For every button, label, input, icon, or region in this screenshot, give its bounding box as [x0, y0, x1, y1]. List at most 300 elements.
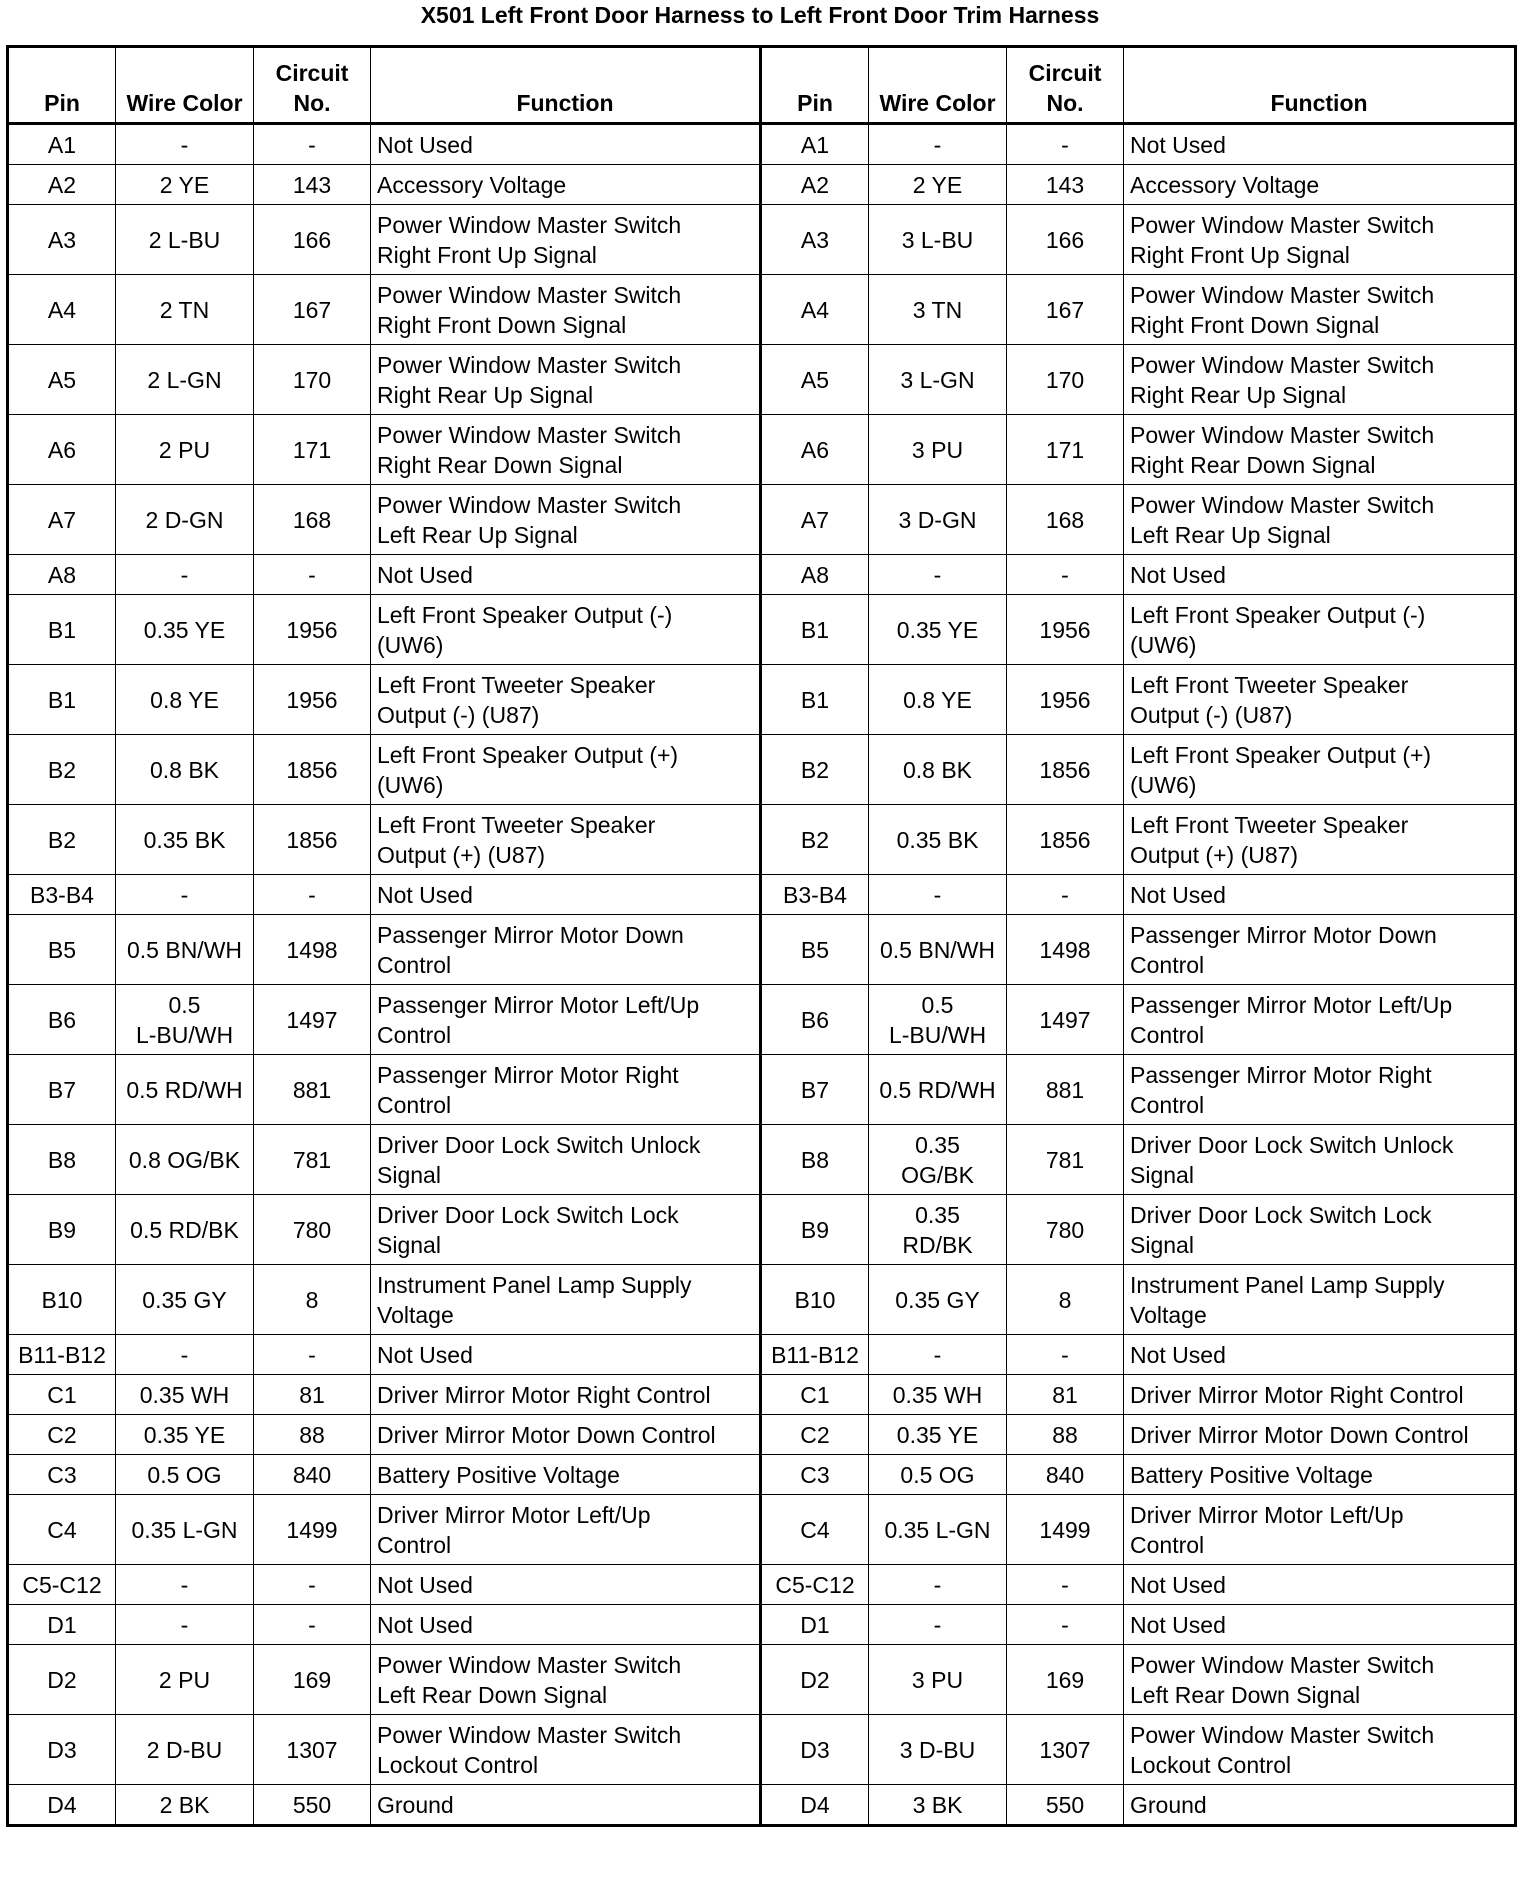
wire-color-cell — [116, 595, 254, 665]
pin-cell: B1 — [761, 665, 869, 735]
function-line: Passenger Mirror Motor Right — [1130, 1061, 1432, 1088]
pin-cell: B3-B4 — [761, 875, 869, 915]
function-line: Power Window Master Switch — [377, 211, 682, 238]
function-line: Power Window Master Switch — [377, 351, 682, 378]
table-row — [8, 665, 1516, 735]
circuit-no-cell: 550 — [254, 1785, 371, 1826]
pin-cell: A4 — [761, 275, 869, 345]
pin-cell: B8 — [761, 1125, 869, 1195]
wire-color-line: OG/BK — [901, 1161, 974, 1188]
function-line: Driver Mirror Motor Right Control — [377, 1381, 711, 1408]
pin-cell: B3-B4 — [8, 875, 116, 915]
wire-color-line: 0.5 RD/WH — [879, 1076, 996, 1103]
function-line: Right Front Up Signal — [1130, 241, 1350, 268]
function-line: Driver Door Lock Switch Unlock — [1130, 1131, 1454, 1158]
function-line: Right Rear Up Signal — [377, 381, 594, 408]
table-row — [8, 1335, 1516, 1375]
wire-color-line: RD/BK — [902, 1231, 973, 1258]
function-cell — [371, 1785, 761, 1826]
header-function: Function — [1124, 47, 1516, 124]
pin-cell: B6 — [8, 985, 116, 1055]
wire-color-cell — [869, 1565, 1007, 1605]
function-cell — [1124, 805, 1516, 875]
function-cell — [1124, 345, 1516, 415]
circuit-no-cell: 1856 — [254, 805, 371, 875]
function-cell — [1124, 1415, 1516, 1455]
table-row — [8, 205, 1516, 275]
pin-cell: B2 — [8, 805, 116, 875]
function-line: Power Window Master Switch — [377, 1721, 682, 1748]
pin-cell: A1 — [8, 124, 116, 165]
wire-color-cell — [869, 205, 1007, 275]
pin-cell: B2 — [8, 735, 116, 805]
function-line: Not Used — [377, 561, 473, 588]
wire-color-line: 3 PU — [911, 436, 964, 463]
wire-color-cell — [116, 1375, 254, 1415]
function-line: Driver Door Lock Switch Unlock — [377, 1131, 701, 1158]
table-row — [8, 555, 1516, 595]
wire-color-line: L-BU/WH — [135, 1021, 234, 1048]
function-cell — [1124, 1715, 1516, 1785]
header-circuit-line2: No. — [293, 90, 331, 116]
circuit-no-cell: 840 — [1007, 1455, 1124, 1495]
circuit-no-cell: 170 — [1007, 345, 1124, 415]
circuit-no-cell: - — [1007, 1605, 1124, 1645]
pin-cell: B10 — [761, 1265, 869, 1335]
wire-color-line: 2 L-BU — [148, 226, 221, 253]
function-cell — [371, 985, 761, 1055]
circuit-no-cell: 1956 — [1007, 595, 1124, 665]
wire-color-cell — [116, 665, 254, 735]
wire-color-cell — [116, 1785, 254, 1826]
wire-color-cell — [869, 1645, 1007, 1715]
table-row — [8, 415, 1516, 485]
pin-cell: C3 — [761, 1455, 869, 1495]
function-line: Power Window Master Switch — [377, 421, 682, 448]
circuit-no-cell: 81 — [254, 1375, 371, 1415]
function-line: Right Front Down Signal — [377, 311, 627, 338]
circuit-no-cell: 167 — [254, 275, 371, 345]
wire-color-line: 3 D-BU — [899, 1736, 976, 1763]
circuit-no-cell: - — [254, 1565, 371, 1605]
function-line: Not Used — [377, 1611, 473, 1638]
function-cell — [371, 1335, 761, 1375]
function-cell — [1124, 1785, 1516, 1826]
function-line: Not Used — [1130, 1341, 1226, 1368]
pin-cell: B6 — [761, 985, 869, 1055]
wire-color-line: 0.8 YE — [903, 686, 972, 713]
pin-cell: C2 — [761, 1415, 869, 1455]
function-cell — [371, 595, 761, 665]
header-pin: Pin — [8, 47, 116, 124]
pin-cell: A8 — [761, 555, 869, 595]
function-cell — [1124, 1375, 1516, 1415]
header-function: Function — [371, 47, 761, 124]
function-cell — [371, 1265, 761, 1335]
circuit-no-cell: - — [254, 555, 371, 595]
function-line: Power Window Master Switch — [1130, 421, 1435, 448]
table-body — [8, 124, 1516, 1826]
function-line: Control — [1130, 1531, 1205, 1558]
wire-color-line: 0.5 OG — [900, 1461, 975, 1488]
function-line: Driver Door Lock Switch Lock — [1130, 1201, 1432, 1228]
wire-color-cell — [869, 1605, 1007, 1645]
pin-cell: B1 — [8, 595, 116, 665]
function-cell — [1124, 1495, 1516, 1565]
function-cell — [371, 805, 761, 875]
wire-color-line: 2 PU — [158, 436, 211, 463]
table-row — [8, 1125, 1516, 1195]
function-line: Right Front Down Signal — [1130, 311, 1380, 338]
header-wire-color: Wire Color — [116, 47, 254, 124]
function-cell — [1124, 485, 1516, 555]
function-cell — [371, 665, 761, 735]
circuit-no-cell: 780 — [1007, 1195, 1124, 1265]
function-cell — [371, 915, 761, 985]
wire-color-cell — [116, 1195, 254, 1265]
pin-cell: C2 — [8, 1415, 116, 1455]
function-cell — [1124, 1605, 1516, 1645]
wire-color-cell — [869, 1055, 1007, 1125]
function-cell — [1124, 205, 1516, 275]
wire-color-line: 0.35 YE — [143, 1421, 226, 1448]
wire-color-cell — [869, 1195, 1007, 1265]
wire-color-line: 3 D-GN — [898, 506, 977, 533]
table-row — [8, 345, 1516, 415]
wire-color-cell — [869, 1715, 1007, 1785]
function-cell — [1124, 735, 1516, 805]
function-line: Left Rear Up Signal — [377, 521, 578, 548]
function-line: Instrument Panel Lamp Supply — [377, 1271, 692, 1298]
function-line: Not Used — [1130, 1571, 1226, 1598]
wire-color-line: - — [180, 1611, 189, 1638]
pin-cell: C5-C12 — [761, 1565, 869, 1605]
header-circuit-no — [1007, 47, 1124, 124]
circuit-no-cell: - — [1007, 1565, 1124, 1605]
function-line: Not Used — [1130, 1611, 1226, 1638]
function-cell — [1124, 124, 1516, 165]
pin-cell: B9 — [761, 1195, 869, 1265]
pin-cell: B1 — [761, 595, 869, 665]
pin-cell: B11-B12 — [761, 1335, 869, 1375]
pin-cell: C5-C12 — [8, 1565, 116, 1605]
wire-color-line: 0.35 YE — [896, 616, 979, 643]
wire-color-cell — [116, 124, 254, 165]
pin-cell: B2 — [761, 735, 869, 805]
circuit-no-cell: 88 — [254, 1415, 371, 1455]
function-line: Signal — [1130, 1161, 1194, 1188]
pin-cell: C4 — [8, 1495, 116, 1565]
table-row — [8, 1195, 1516, 1265]
pin-cell: A4 — [8, 275, 116, 345]
function-cell — [371, 1455, 761, 1495]
circuit-no-cell: 166 — [254, 205, 371, 275]
function-line: Left Rear Down Signal — [1130, 1681, 1361, 1708]
circuit-no-cell: 1498 — [1007, 915, 1124, 985]
function-cell — [1124, 1645, 1516, 1715]
wire-color-cell — [869, 805, 1007, 875]
function-line: (UW6) — [377, 771, 444, 798]
wire-color-line: - — [933, 1341, 942, 1368]
wire-color-cell — [116, 205, 254, 275]
function-line: Output (-) (U87) — [377, 701, 540, 728]
wire-color-line: 2 BK — [159, 1791, 210, 1818]
function-line: Driver Mirror Motor Right Control — [1130, 1381, 1464, 1408]
wire-color-cell — [116, 485, 254, 555]
function-line: Power Window Master Switch — [1130, 351, 1435, 378]
circuit-no-cell: 1499 — [1007, 1495, 1124, 1565]
circuit-no-cell: 169 — [1007, 1645, 1124, 1715]
circuit-no-cell: 1956 — [254, 665, 371, 735]
function-line: Not Used — [377, 881, 473, 908]
wire-color-cell — [869, 1415, 1007, 1455]
function-line: Accessory Voltage — [377, 171, 567, 198]
circuit-no-cell: 168 — [254, 485, 371, 555]
wire-color-line: - — [180, 881, 189, 908]
function-cell — [371, 875, 761, 915]
function-line: Left Rear Up Signal — [1130, 521, 1331, 548]
circuit-no-cell: - — [1007, 875, 1124, 915]
function-cell — [1124, 1335, 1516, 1375]
function-cell — [371, 735, 761, 805]
function-line: Driver Mirror Motor Left/Up — [377, 1501, 651, 1528]
function-cell — [371, 1605, 761, 1645]
header-circuit-no — [254, 47, 371, 124]
function-line: Signal — [377, 1231, 441, 1258]
wire-color-cell — [116, 1495, 254, 1565]
wire-color-line: - — [180, 1341, 189, 1368]
function-line: Power Window Master Switch — [377, 491, 682, 518]
circuit-no-cell: - — [254, 124, 371, 165]
function-cell — [371, 1125, 761, 1195]
circuit-no-cell: 143 — [254, 165, 371, 205]
wire-color-line: 3 TN — [912, 296, 963, 323]
circuit-no-cell: 167 — [1007, 275, 1124, 345]
pin-cell: A7 — [8, 485, 116, 555]
pin-cell: B9 — [8, 1195, 116, 1265]
pin-cell: D1 — [761, 1605, 869, 1645]
wire-color-cell — [869, 1335, 1007, 1375]
wire-color-line: 2 TN — [159, 296, 210, 323]
circuit-no-cell: 1499 — [254, 1495, 371, 1565]
function-cell — [371, 555, 761, 595]
wire-color-line: 0.35 L-GN — [131, 1516, 238, 1543]
function-line: Output (+) (U87) — [377, 841, 546, 868]
function-line: Driver Mirror Motor Down Control — [1130, 1421, 1469, 1448]
circuit-no-cell: 881 — [1007, 1055, 1124, 1125]
wire-color-line: 0.5 — [168, 991, 201, 1018]
function-line: Voltage — [1130, 1301, 1207, 1328]
wire-color-line: 0.35 WH — [892, 1381, 983, 1408]
circuit-no-cell: 781 — [1007, 1125, 1124, 1195]
wire-color-cell — [116, 1265, 254, 1335]
table-row — [8, 1645, 1516, 1715]
function-line: Passenger Mirror Motor Left/Up — [1130, 991, 1453, 1018]
function-line: Instrument Panel Lamp Supply — [1130, 1271, 1445, 1298]
circuit-no-cell: - — [1007, 124, 1124, 165]
function-cell — [1124, 165, 1516, 205]
table-row — [8, 1565, 1516, 1605]
function-line: Signal — [1130, 1231, 1194, 1258]
function-line: Right Rear Down Signal — [377, 451, 623, 478]
table-header — [8, 47, 1516, 124]
circuit-no-cell: 1307 — [254, 1715, 371, 1785]
pin-cell: A2 — [8, 165, 116, 205]
circuit-no-cell: - — [254, 1605, 371, 1645]
pin-cell: D3 — [8, 1715, 116, 1785]
header-wire-color: Wire Color — [869, 47, 1007, 124]
wire-color-cell — [869, 1125, 1007, 1195]
wire-color-line: - — [933, 1611, 942, 1638]
circuit-no-cell: 1856 — [1007, 735, 1124, 805]
wire-color-cell — [869, 1265, 1007, 1335]
circuit-no-cell: 169 — [254, 1645, 371, 1715]
function-cell — [1124, 915, 1516, 985]
pin-cell: C1 — [8, 1375, 116, 1415]
wire-color-line: 0.5 BN/WH — [126, 936, 243, 963]
circuit-no-cell: 1956 — [1007, 665, 1124, 735]
function-cell — [1124, 875, 1516, 915]
wire-color-line: - — [933, 1571, 942, 1598]
function-cell — [1124, 1055, 1516, 1125]
pin-cell: A2 — [761, 165, 869, 205]
wire-color-line: 3 L-GN — [900, 366, 975, 393]
table-row — [8, 805, 1516, 875]
pin-cell: B8 — [8, 1125, 116, 1195]
wire-color-line: 2 D-BU — [146, 1736, 223, 1763]
function-cell — [371, 1195, 761, 1265]
circuit-no-cell: 1497 — [1007, 985, 1124, 1055]
function-line: Not Used — [1130, 561, 1226, 588]
table-row — [8, 735, 1516, 805]
function-line: Not Used — [1130, 881, 1226, 908]
wire-color-line: 0.35 YE — [896, 1421, 979, 1448]
wire-color-cell — [869, 1455, 1007, 1495]
circuit-no-cell: - — [1007, 1335, 1124, 1375]
table-row — [8, 1605, 1516, 1645]
wire-color-line: - — [180, 131, 189, 158]
circuit-no-cell: 8 — [1007, 1265, 1124, 1335]
circuit-no-cell: 881 — [254, 1055, 371, 1125]
function-line: Control — [377, 1021, 452, 1048]
function-line: Control — [377, 951, 452, 978]
function-line: Power Window Master Switch — [377, 1651, 682, 1678]
pin-cell: D4 — [761, 1785, 869, 1826]
header-circuit-line2: No. — [1046, 90, 1084, 116]
function-cell — [1124, 275, 1516, 345]
function-line: Not Used — [377, 1571, 473, 1598]
function-cell — [371, 1415, 761, 1455]
circuit-no-cell: 88 — [1007, 1415, 1124, 1455]
wire-color-cell — [869, 665, 1007, 735]
table-row — [8, 1055, 1516, 1125]
wire-color-cell — [116, 735, 254, 805]
function-cell — [371, 1565, 761, 1605]
header-pin: Pin — [761, 47, 869, 124]
function-cell — [371, 1495, 761, 1565]
function-cell — [1124, 1125, 1516, 1195]
pin-cell: C1 — [761, 1375, 869, 1415]
circuit-no-cell: 8 — [254, 1265, 371, 1335]
wire-color-line: 0.35 — [915, 1131, 960, 1158]
wire-color-line: - — [933, 881, 942, 908]
function-line: Control — [1130, 1091, 1205, 1118]
function-line: Control — [377, 1531, 452, 1558]
function-line: Passenger Mirror Motor Right — [377, 1061, 679, 1088]
wire-color-line: 3 L-BU — [901, 226, 974, 253]
function-line: Power Window Master Switch — [1130, 491, 1435, 518]
wire-color-line: 0.5 RD/WH — [126, 1076, 243, 1103]
table-row — [8, 275, 1516, 345]
pin-cell: D1 — [8, 1605, 116, 1645]
wire-color-cell — [869, 275, 1007, 345]
function-line: Left Front Tweeter Speaker — [1130, 811, 1409, 838]
function-line: Ground — [377, 1791, 454, 1818]
header-circuit-line1: Circuit — [1028, 60, 1102, 86]
circuit-no-cell: 143 — [1007, 165, 1124, 205]
pin-cell: A3 — [8, 205, 116, 275]
function-line: Not Used — [377, 1341, 473, 1368]
function-line: Control — [1130, 1021, 1205, 1048]
circuit-no-cell: 1856 — [1007, 805, 1124, 875]
function-line: Power Window Master Switch — [1130, 281, 1435, 308]
function-cell — [371, 415, 761, 485]
wire-color-line: - — [933, 131, 942, 158]
function-line: Not Used — [377, 131, 473, 158]
function-cell — [1124, 665, 1516, 735]
function-line: Passenger Mirror Motor Left/Up — [377, 991, 700, 1018]
function-line: Right Front Up Signal — [377, 241, 597, 268]
function-line: (UW6) — [377, 631, 444, 658]
pin-cell: C4 — [761, 1495, 869, 1565]
table-row — [8, 1265, 1516, 1335]
function-cell — [371, 1715, 761, 1785]
wire-color-cell — [116, 1055, 254, 1125]
function-line: Left Front Speaker Output (+) — [1130, 741, 1432, 768]
wire-color-line: 0.35 BK — [143, 826, 226, 853]
wire-color-line: L-BU/WH — [888, 1021, 987, 1048]
table-row — [8, 1495, 1516, 1565]
function-cell — [371, 205, 761, 275]
function-cell — [371, 485, 761, 555]
wire-color-cell — [116, 275, 254, 345]
circuit-no-cell: - — [254, 1335, 371, 1375]
circuit-no-cell: - — [254, 875, 371, 915]
wire-color-cell — [116, 985, 254, 1055]
function-cell — [371, 165, 761, 205]
wire-color-cell — [869, 165, 1007, 205]
pin-cell: B1 — [8, 665, 116, 735]
pin-cell: D2 — [8, 1645, 116, 1715]
function-line: Output (-) (U87) — [1130, 701, 1293, 728]
circuit-no-cell: 171 — [254, 415, 371, 485]
wire-color-cell — [116, 805, 254, 875]
table-row — [8, 985, 1516, 1055]
wire-color-line: 2 YE — [159, 171, 210, 198]
circuit-no-cell: 168 — [1007, 485, 1124, 555]
function-line: Left Front Tweeter Speaker — [377, 671, 656, 698]
wire-color-cell — [116, 1645, 254, 1715]
pin-cell: A6 — [761, 415, 869, 485]
function-cell — [1124, 1265, 1516, 1335]
wire-color-line: 0.8 BK — [149, 756, 220, 783]
wire-color-cell — [116, 1715, 254, 1785]
pin-cell: A5 — [761, 345, 869, 415]
function-line: Battery Positive Voltage — [1130, 1461, 1373, 1488]
table-row — [8, 915, 1516, 985]
circuit-no-cell: 1956 — [254, 595, 371, 665]
header-circuit-line1: Circuit — [275, 60, 349, 86]
